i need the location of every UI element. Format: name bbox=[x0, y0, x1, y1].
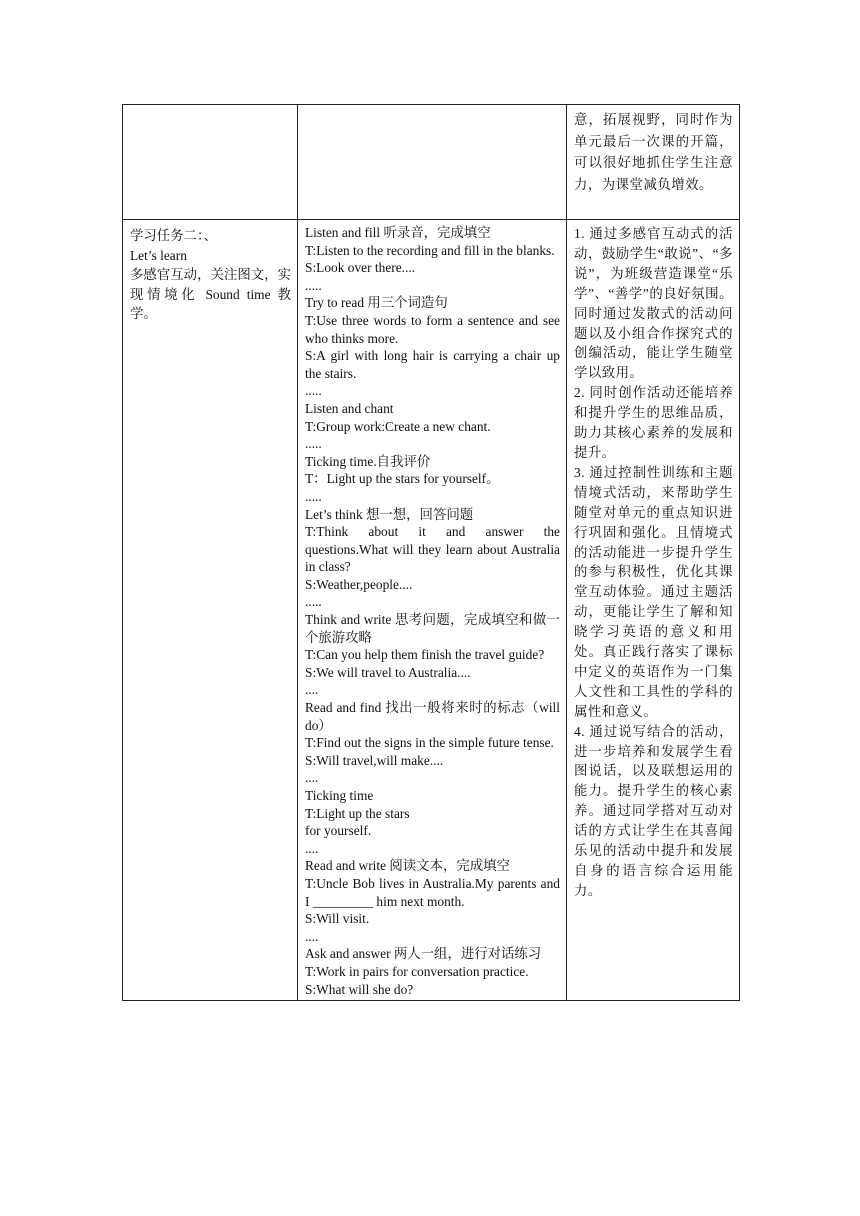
activity-line: S:Look over there.... bbox=[305, 260, 416, 276]
activity-line: Listen and fill 听录音，完成填空 bbox=[305, 225, 491, 240]
activity-line: .... bbox=[305, 928, 319, 944]
activity-line: ..... bbox=[305, 436, 322, 452]
activity-line: ..... bbox=[305, 488, 322, 504]
lesson-plan-table bbox=[122, 104, 740, 1001]
activity-line: ..... bbox=[305, 277, 322, 293]
activity-line: T:Uncle Bob lives in Australia.My parents and I _________ him next month. bbox=[305, 875, 560, 909]
activity-line: T:Find out the signs in the simple future tense. bbox=[305, 735, 554, 751]
activity-line: Ask and answer 两人一组，进行对话练习 bbox=[305, 946, 542, 962]
activity-line: T:Group work:Create a new chant. bbox=[305, 418, 491, 434]
activity-line: T:Use three words to form a sentence and see who thinks more. bbox=[305, 312, 560, 346]
activity-line: .... bbox=[305, 840, 319, 856]
activity-line: ..... bbox=[305, 383, 322, 399]
activity-line: S:Weather,people.... bbox=[305, 576, 413, 592]
row1-purpose-cell: 意，拓展视野，同时作为单元最后一次课的开篇，可以很好地抓住学生注意力，为课堂减负增效。 bbox=[567, 105, 740, 220]
activity-line: S:What will she do? bbox=[305, 981, 414, 997]
activity-line: .... bbox=[305, 682, 319, 698]
activity-line: Read and find 找出一般将来时的标志（will do） bbox=[305, 700, 560, 733]
row2-activity-cell bbox=[298, 220, 567, 1001]
table-row bbox=[123, 105, 740, 220]
purpose-point-1: 1. 通过多感官互动式的活动，鼓励学生“敢说”、“多说”，为班级营造课堂“乐学”、“善学”的良好氛围。同时通过发散式的活动问题以及小组合作探究式的创编活动，能让学生随堂学以致用。 bbox=[574, 226, 733, 381]
activity-line: S:Will visit. bbox=[305, 911, 370, 927]
activity-line: T:Can you help them finish the travel guide? bbox=[305, 647, 545, 663]
activity-line: S:We will travel to Australia.... bbox=[305, 664, 471, 680]
purpose-point-4: 4. 通过说写结合的活动，进一步培养和发展学生看图说话，以及联想运用的能力。提升学生的核心素养。通过同学搭对互动对话的方式让学生在其喜闻乐见的活动中提升和发展自身的语言综合运用能力。 bbox=[574, 723, 733, 898]
activity-line: Read and write 阅读文本，完成填空 bbox=[305, 858, 510, 874]
activity-line: Try to read 用三个词造句 bbox=[305, 295, 448, 311]
row2-purpose-cell bbox=[567, 220, 740, 1001]
row2-task-cell bbox=[123, 220, 298, 1001]
purpose-point-2: 2. 同时创作活动还能培养和提升学生的思维品质，助力其核心素养的发展和提升。 bbox=[574, 385, 733, 460]
row1-task-cell bbox=[123, 105, 298, 220]
activity-line: for yourself. bbox=[305, 823, 372, 839]
activity-line: T:Light up the stars bbox=[305, 805, 410, 821]
activity-line: Let’s think 想一想，回答问题 bbox=[305, 506, 474, 522]
activity-line: S:Will travel,will make.... bbox=[305, 752, 444, 768]
activity-line: T:Listen to the recording and fill in the blanks. bbox=[305, 242, 555, 258]
task-description: 多感官互动，关注图文，实现情境化 Sound time 教学。 bbox=[130, 267, 291, 321]
activity-line: Ticking time.自我评价 bbox=[305, 453, 431, 469]
activity-line: .... bbox=[305, 770, 319, 786]
activity-line: T:Work in pairs for conversation practice. bbox=[305, 963, 529, 979]
activity-line: T:Think about it and answer the questions.What will they learn about Australia in class? bbox=[305, 524, 560, 575]
table-row bbox=[123, 220, 740, 1001]
activity-line: Listen and chant bbox=[305, 400, 394, 416]
task-title: 学习任务二：、 bbox=[130, 228, 218, 243]
purpose-point-3: 3. 通过控制性训练和主题情境式活动，来帮助学生随堂对单元的重点知识进行巩固和强化。且情境式的活动能进一步提升学生的参与积极性，优化其课堂互动体验。通过主题活动，更能让学生了解和知晓学习英语的意义和用处。真正践行落实了课标中定义的英语作为一门集人文性和工具性的学科的属性和意义。 bbox=[574, 464, 733, 719]
activity-line: Think and write 思考问题，完成填空和做一个旅游攻略 bbox=[305, 612, 560, 645]
activity-line: T：Light up the stars for yourself。 bbox=[305, 471, 500, 487]
row1-activity-cell bbox=[298, 105, 567, 220]
activity-line: ..... bbox=[305, 594, 322, 610]
activity-line: Ticking time bbox=[305, 788, 374, 803]
task-subtitle: Let’s learn bbox=[130, 247, 187, 263]
activity-line: S:A girl with long hair is carrying a chair up the stairs. bbox=[305, 348, 560, 381]
